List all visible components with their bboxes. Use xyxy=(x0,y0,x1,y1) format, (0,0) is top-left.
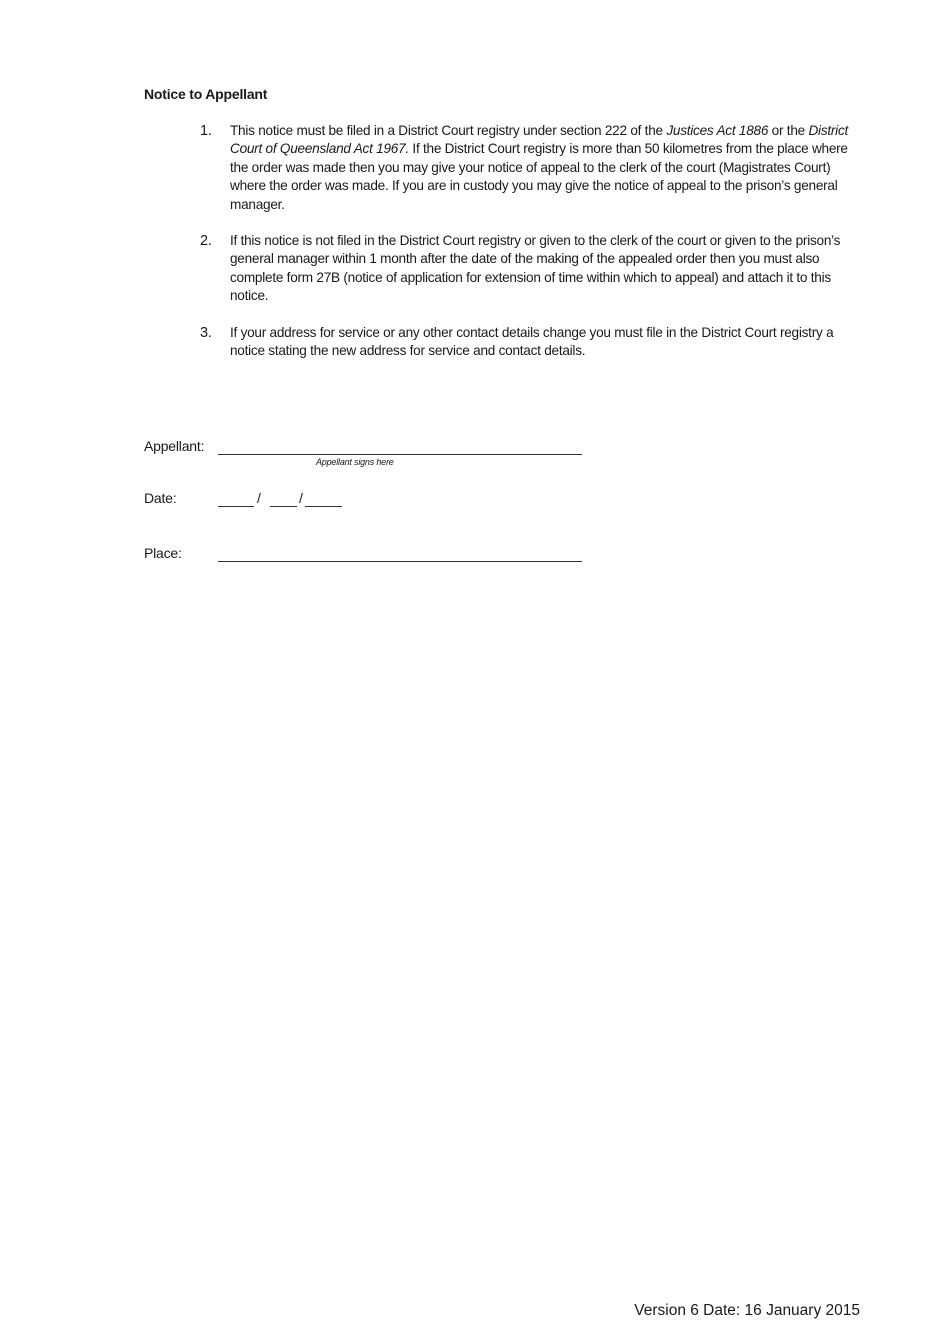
act-title: Justices Act 1886 xyxy=(666,123,769,138)
date-label: Date: xyxy=(144,490,177,506)
appellant-row xyxy=(144,438,604,478)
notice-item-3 xyxy=(200,324,860,361)
notice-text-run: If the District Court registry is more than 50 kilometres from the place where the order was made then you may give your notice of appeal to the clerk of the court (Magistrates Court) where the order was made. If you are in custody you may give the notice of appeal to the prison’s general manager. xyxy=(230,141,848,212)
notice-item-1 xyxy=(200,122,860,214)
notice-item-number: 1. xyxy=(200,123,212,139)
date-year-field[interactable] xyxy=(305,506,342,507)
notice-item-number: 2. xyxy=(200,233,212,250)
version-footer: Version 6 Date: 16 January 2015 xyxy=(634,1302,860,1319)
act-title: District Court of Queensland Act 1967. xyxy=(230,123,849,157)
date-row xyxy=(144,490,404,514)
date-separator: / xyxy=(299,490,303,506)
notice-list xyxy=(200,122,860,378)
notice-item-text xyxy=(230,325,833,358)
appellant-signature-line[interactable] xyxy=(218,454,582,455)
date-day-field[interactable] xyxy=(218,506,254,507)
notice-item-2 xyxy=(200,232,860,306)
notice-item-number: 3. xyxy=(200,324,212,341)
date-separator: / xyxy=(257,490,261,506)
notice-text-run: This notice must be filed in a District Court registry under section 222 of the xyxy=(230,123,667,138)
place-row xyxy=(144,545,604,569)
notice-item-text xyxy=(230,233,840,303)
notice-text-run: If this notice is not filed in the District Court registry or given to the clerk of the court or given to the prison’s general manager within 1 month after the date of the making of the appealed order then you must also complete form 27B (notice of application for extension of time within which to appeal) and attach it to this notice. xyxy=(230,233,841,304)
place-line[interactable] xyxy=(218,561,582,562)
notice-text-run: If your address for service or any other contact details change you must file in the District Court registry a notice stating the new address for service and contact details. xyxy=(230,324,834,359)
appellant-label: Appellant: xyxy=(144,438,205,454)
notice-heading: Notice to Appellant xyxy=(144,86,268,102)
notice-item-text xyxy=(230,123,848,212)
appellant-signature-caption: Appellant signs here xyxy=(316,457,394,467)
notice-text-run: or the xyxy=(768,123,809,138)
date-month-field[interactable] xyxy=(270,506,297,507)
place-label: Place: xyxy=(144,545,182,561)
